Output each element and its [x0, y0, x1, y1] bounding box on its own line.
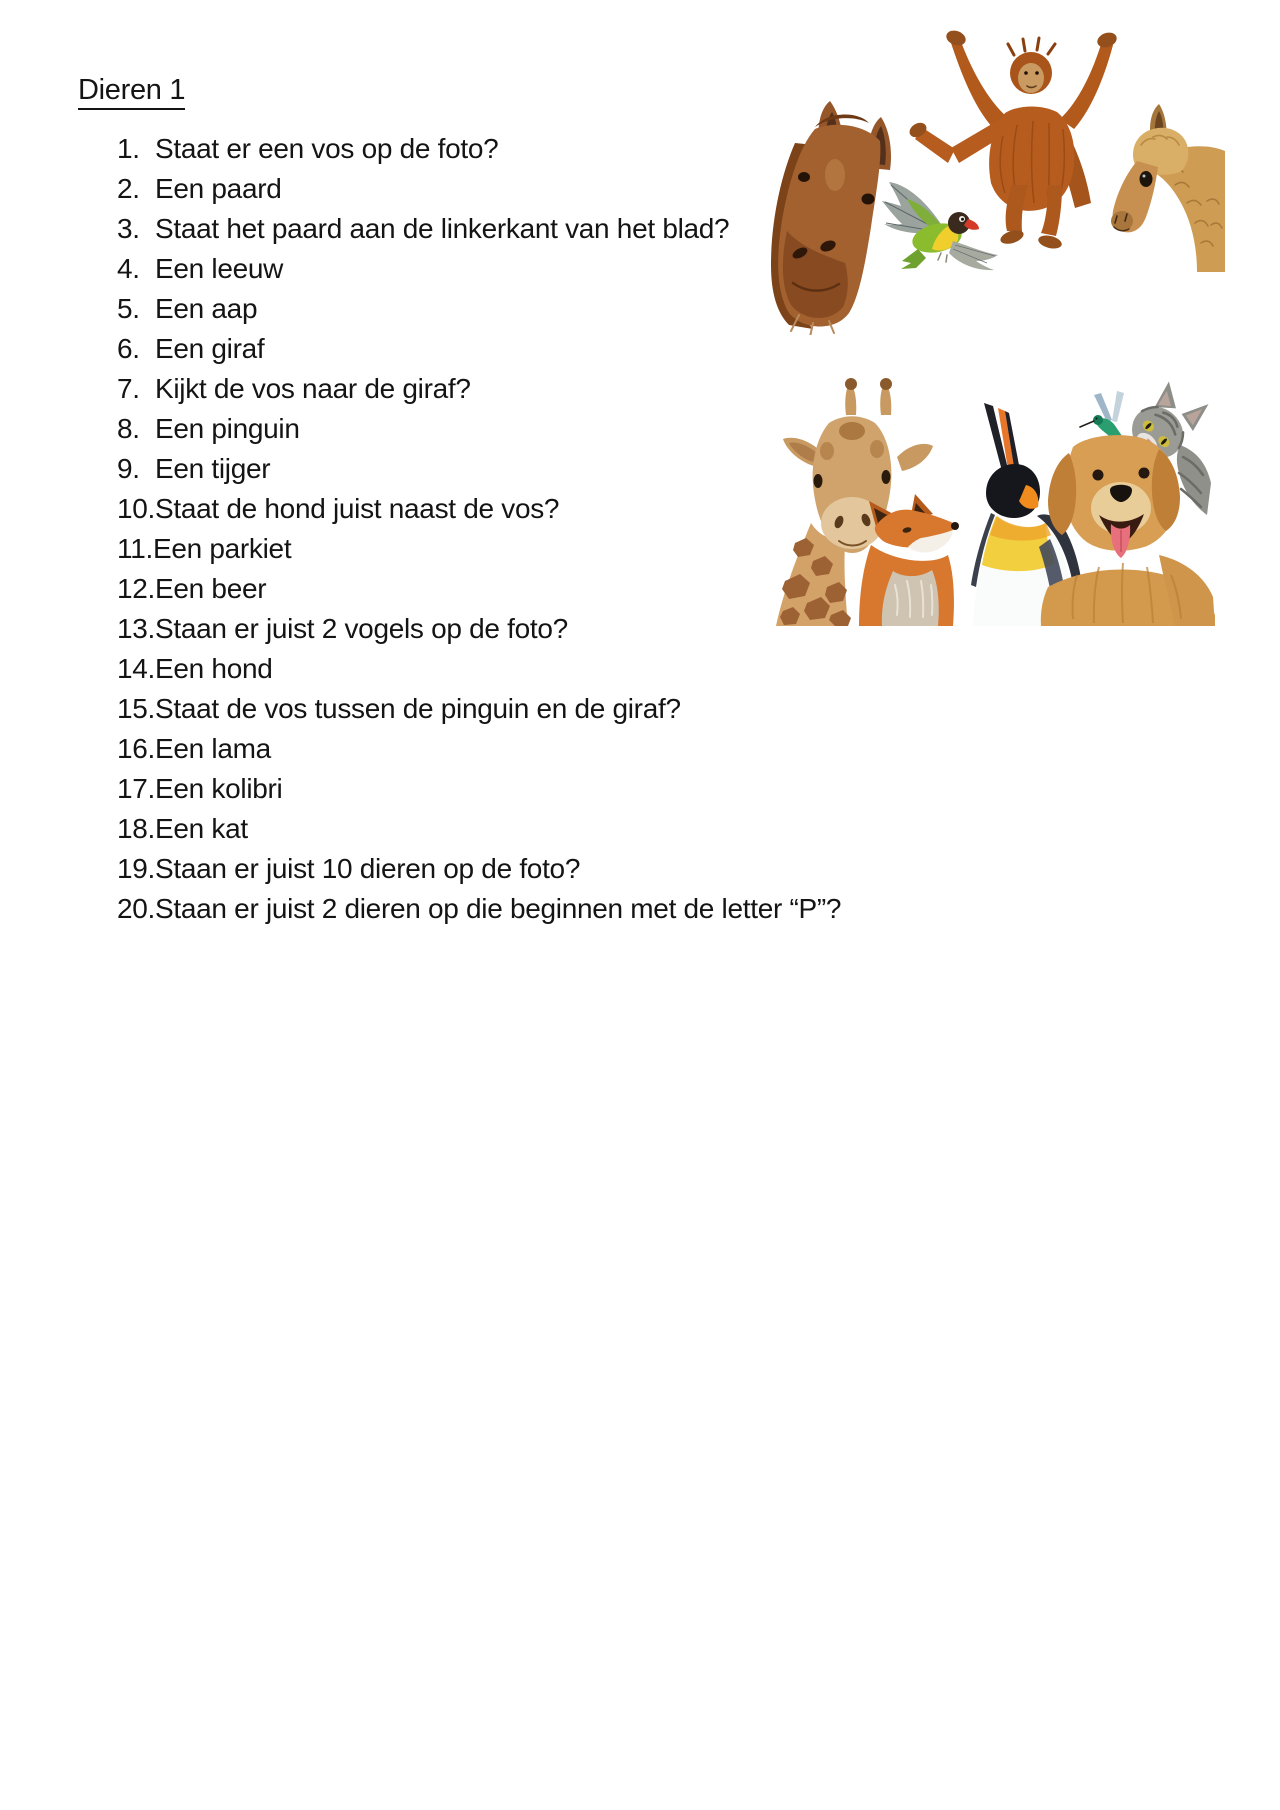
- list-item-text: Staat de hond juist naast de vos?: [155, 493, 560, 524]
- list-item: [117, 609, 841, 649]
- animal-collage-top: [755, 25, 1225, 335]
- list-item: [117, 729, 841, 769]
- list-item: [117, 649, 841, 689]
- list-item-text: Een lama: [155, 733, 271, 764]
- list-item: [117, 129, 841, 169]
- list-item-text: Een giraf: [155, 333, 265, 364]
- list-item: [117, 209, 841, 249]
- list-item-text: Een aap: [155, 293, 258, 324]
- list-item-text: Een parkiet: [152, 533, 292, 564]
- alpaca-photo: [1111, 104, 1225, 272]
- list-item-number: 16.: [117, 733, 156, 764]
- list-item: [117, 809, 841, 849]
- list-item-number: 15.: [117, 693, 156, 724]
- list-item-text: Een beer: [155, 573, 267, 604]
- list-item: [117, 449, 841, 489]
- animal-collage-bottom-image: [755, 375, 1225, 630]
- list-item-number: 12.: [117, 573, 156, 604]
- list-item: [117, 849, 841, 889]
- list-item-number: 8.: [117, 413, 140, 444]
- list-item-number: 2.: [117, 173, 140, 204]
- list-item-number: 13.: [117, 613, 156, 644]
- list-item-text: Staat er een vos op de foto?: [155, 133, 499, 164]
- lovebird-parakeet-photo: [882, 182, 998, 270]
- list-item-text: Een hond: [155, 653, 273, 684]
- list-item-number: 3.: [117, 213, 140, 244]
- list-item: [117, 529, 841, 569]
- list-item-number: 11.: [117, 533, 153, 564]
- list-item-number: 18.: [117, 813, 156, 844]
- list-item: [117, 369, 841, 409]
- animal-collage-top-image: [755, 25, 1225, 335]
- list-item: [117, 169, 841, 209]
- list-item-text: Een kat: [155, 813, 248, 844]
- horse-photo: [771, 101, 891, 335]
- list-item: [117, 249, 841, 289]
- list-item: [117, 289, 841, 329]
- list-item-number: 17.: [117, 773, 156, 804]
- list-item-number: 6.: [117, 333, 140, 364]
- list-item: [117, 889, 841, 929]
- list-item-text: Staat het paard aan de linkerkant van het blad?: [155, 213, 730, 244]
- list-item-text: Staan er juist 2 vogels op de foto?: [155, 613, 568, 644]
- list-item: [117, 569, 841, 609]
- list-item-number: 1.: [117, 133, 140, 164]
- list-item-number: 14.: [117, 653, 156, 684]
- page-title: Dieren 1: [78, 73, 185, 110]
- list-item-text: Staan er juist 10 dieren op de foto?: [155, 853, 581, 884]
- list-item-text: Kijkt de vos naar de giraf?: [155, 373, 471, 404]
- list-item: [117, 329, 841, 369]
- list-item-text: Staan er juist 2 dieren op die beginnen met de letter “P”?: [155, 893, 842, 924]
- list-item-number: 10.: [117, 493, 156, 524]
- list-item-number: 7.: [117, 373, 140, 404]
- orangutan-photo: [907, 28, 1119, 251]
- list-item-number: 4.: [117, 253, 140, 284]
- list-item-text: Een kolibri: [155, 773, 283, 804]
- list-item-number: 19.: [117, 853, 156, 884]
- list-item: [117, 769, 841, 809]
- question-list: [117, 129, 841, 929]
- list-item-text: Een leeuw: [155, 253, 284, 284]
- list-item: [117, 409, 841, 449]
- list-item-text: Een paard: [155, 173, 282, 204]
- list-item-number: 9.: [117, 453, 140, 484]
- list-item-text: Een pinguin: [155, 413, 300, 444]
- list-item: [117, 689, 841, 729]
- fox-photo: [859, 494, 959, 626]
- list-item-text: Een tijger: [155, 453, 271, 484]
- list-item-text: Staat de vos tussen de pinguin en de giraf?: [155, 693, 681, 724]
- list-item-number: 5.: [117, 293, 140, 324]
- list-item: [117, 489, 841, 529]
- animal-collage-bottom: [755, 375, 1225, 630]
- list-item-number: 20.: [117, 893, 156, 924]
